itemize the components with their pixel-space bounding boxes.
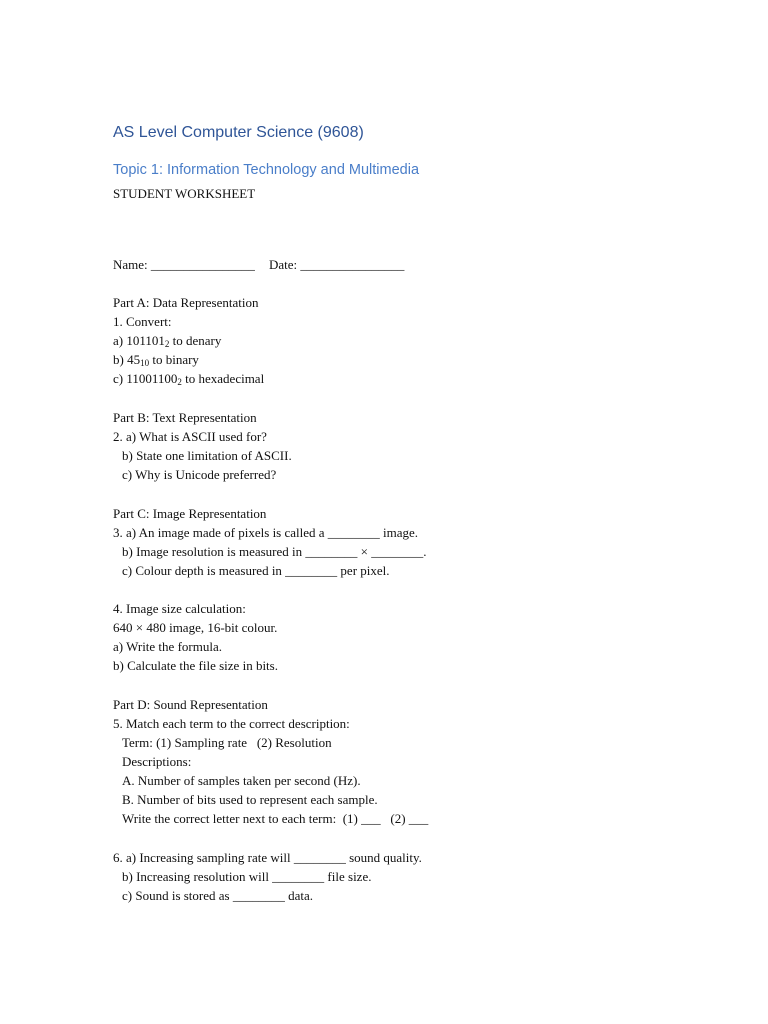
question-4: 4. Image size calculation: xyxy=(113,601,246,616)
course-title: AS Level Computer Science (9608) xyxy=(113,124,364,141)
question-6b: b) Increasing resolution will ________ file size. xyxy=(122,869,372,884)
question-5-description-b: B. Number of bits used to represent each sample. xyxy=(122,792,378,807)
part-b-heading: Part B: Text Representation xyxy=(113,410,257,425)
question-2a: 2. a) What is ASCII used for? xyxy=(113,429,267,444)
question-5: 5. Match each term to the correct description: xyxy=(113,716,350,731)
part-a-heading: Part A: Data Representation xyxy=(113,295,259,310)
question-5-terms: Term: (1) Sampling rate (2) Resolution xyxy=(122,735,332,750)
part-d-heading: Part D: Sound Representation xyxy=(113,697,268,712)
question-5-descriptions-label: Descriptions: xyxy=(122,754,192,769)
question-1c: c) $11001100_2$ to hexadecimal xyxy=(113,371,265,387)
question-2b: b) State one limitation of ASCII. xyxy=(122,448,292,463)
question-3c: c) Colour depth is measured in ________ per pixel. xyxy=(122,563,390,578)
worksheet-label: STUDENT WORKSHEET xyxy=(113,186,256,201)
question-1a: a) $101101_2$ to denary xyxy=(113,333,222,349)
topic-title: Topic 1: Information Technology and Multimedia xyxy=(113,162,420,178)
question-4-given: 640 × 480 image, 16-bit colour. xyxy=(113,620,278,635)
question-3b: b) Image resolution is measured in ________ × ________. xyxy=(122,544,427,559)
question-2c: c) Why is Unicode preferred? xyxy=(122,467,277,482)
date-field: Date: ________________ xyxy=(269,257,405,272)
question-5-description-a: A. Number of samples taken per second (Hz). xyxy=(122,773,361,788)
name-field: Name: ________________ xyxy=(113,257,255,272)
question-6c: c) Sound is stored as ________ data. xyxy=(122,888,314,903)
question-3a: 3. a) An image made of pixels is called a ________ image. xyxy=(113,525,419,540)
question-1: 1. Convert: xyxy=(113,314,172,329)
part-c-heading: Part C: Image Representation xyxy=(113,506,267,521)
question-1b: b) $45_{10}$ to binary xyxy=(113,352,199,368)
question-5-instruction: Write the correct letter next to each term: (1) ___ (2) ___ xyxy=(122,811,429,826)
question-6a: 6. a) Increasing sampling rate will ________ sound quality. xyxy=(113,850,422,865)
question-4b: b) Calculate the file size in bits. xyxy=(113,658,278,673)
question-4a: a) Write the formula. xyxy=(113,639,222,654)
